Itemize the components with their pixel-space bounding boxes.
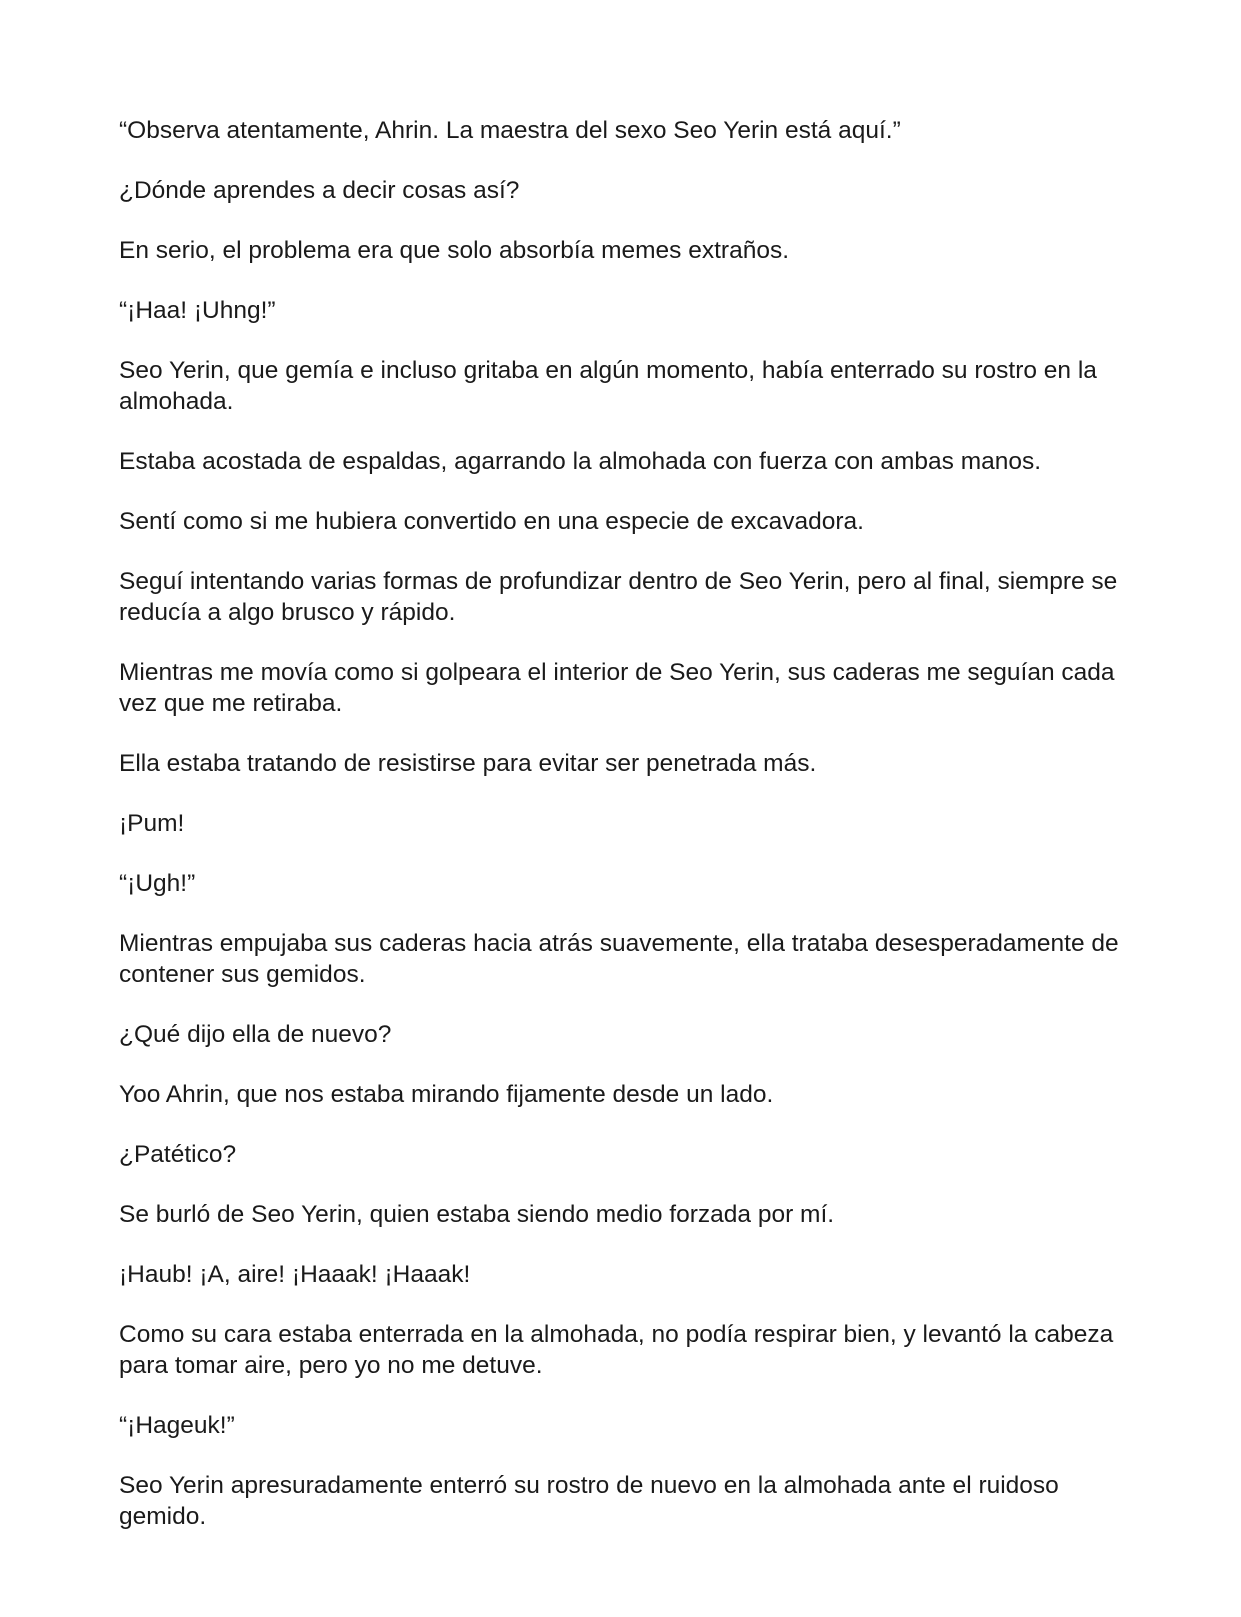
paragraph: “¡Haa! ¡Uhng!” (119, 297, 276, 324)
paragraph: Ella estaba tratando de resistirse para evitar ser penetrada más. (119, 750, 817, 777)
paragraph: Mientras empujaba sus caderas hacia atrás suavemente, ella trataba desesperadamente de contener sus gemidos. (119, 930, 1119, 988)
paragraph: ¿Patético? (119, 1141, 237, 1168)
paragraph: “Observa atentamente, Ahrin. La maestra del sexo Seo Yerin está aquí.” (119, 117, 901, 144)
paragraph: ¡Pum! (119, 810, 185, 837)
paragraph: ¿Qué dijo ella de nuevo? (119, 1021, 392, 1048)
paragraph: Mientras me movía como si golpeara el interior de Seo Yerin, sus caderas me seguían cada vez que me retiraba. (119, 659, 1115, 717)
paragraph: ¿Dónde aprendes a decir cosas así? (119, 177, 520, 204)
document-body (119, 115, 1129, 1561)
paragraph: Estaba acostada de espaldas, agarrando la almohada con fuerza con ambas manos. (119, 448, 1042, 475)
paragraph: “¡Ugh!” (119, 870, 196, 897)
paragraph: Seguí intentando varias formas de profundizar dentro de Seo Yerin, pero al final, siempre se reducía a algo brusco y rápido. (119, 568, 1118, 626)
paragraph: Como su cara estaba enterrada en la almohada, no podía respirar bien, y levantó la cabeza para tomar aire, pero yo no me detuve. (119, 1321, 1114, 1379)
paragraph: ¡Haub! ¡A, aire! ¡Haaak! ¡Haaak! (119, 1261, 471, 1288)
paragraph: Seo Yerin, que gemía e incluso gritaba en algún momento, había enterrado su rostro en la almohada. (119, 357, 1097, 415)
paragraph: Seo Yerin apresuradamente enterró su rostro de nuevo en la almohada ante el ruidoso gemido. (119, 1472, 1059, 1530)
paragraph: “¡Hageuk!” (119, 1412, 235, 1439)
paragraph: Yoo Ahrin, que nos estaba mirando fijamente desde un lado. (119, 1081, 774, 1108)
paragraph: En serio, el problema era que solo absorbía memes extraños. (119, 237, 790, 264)
paragraph: Se burló de Seo Yerin, quien estaba siendo medio forzada por mí. (119, 1201, 835, 1228)
paragraph: Sentí como si me hubiera convertido en una especie de excavadora. (119, 508, 864, 535)
